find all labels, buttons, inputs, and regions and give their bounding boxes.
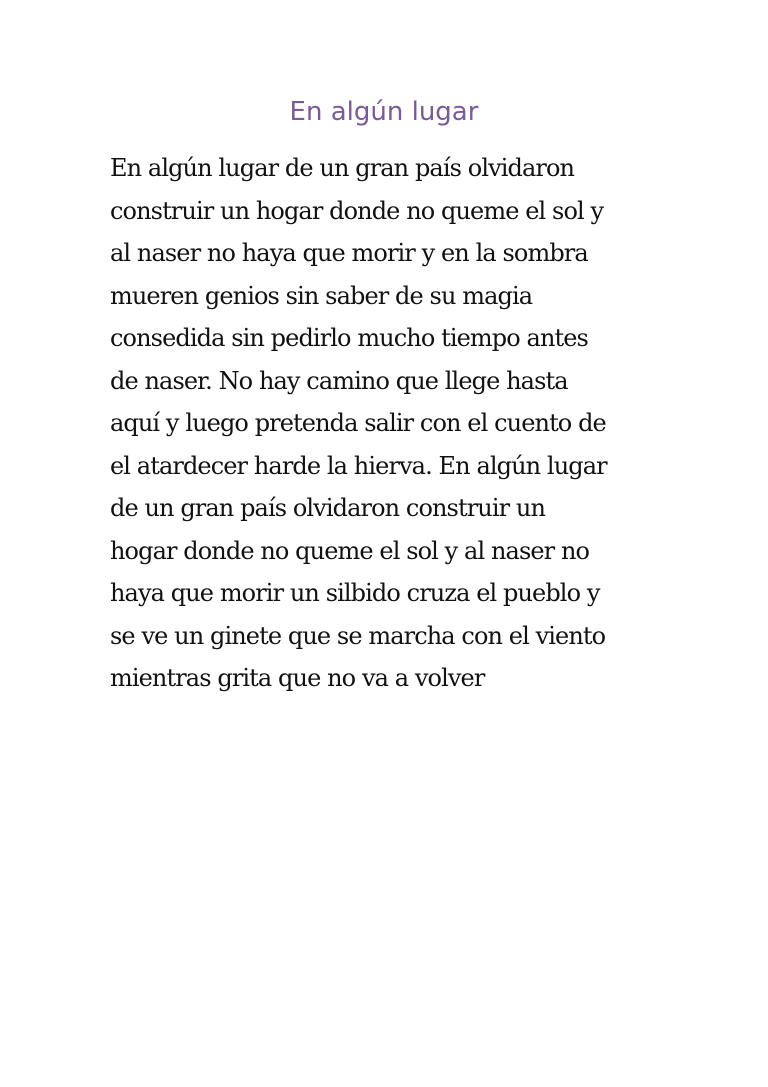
paragraph-line: aquí y luego pretenda salir con el cuento de [110, 409, 606, 437]
paragraph-line: el atardecer harde la hierva. En algún lugar [110, 451, 607, 480]
paragraph-line: se ve un ginete que se marcha con el viento [110, 621, 606, 650]
paragraph-line: hogar donde no queme el sol y al naser no [110, 536, 590, 565]
paragraph-line: En algún lugar de un gran país olvidaron [110, 154, 575, 182]
document-body [110, 147, 670, 700]
paragraph-line: mueren genios sin saber de su magia [110, 281, 533, 310]
paragraph-line: construir un hogar donde no queme el sol y [110, 196, 604, 225]
paragraph-line: mientras grita que no va a volver [110, 664, 485, 692]
paragraph-line: haya que morir un silbido cruza el pueblo y [110, 579, 600, 607]
paragraph-line: de un gran país olvidaron construir un [110, 494, 546, 522]
paragraph-line: consedida sin pedirlo mucho tiempo antes [110, 324, 588, 352]
document-title: En algún lugar [289, 97, 479, 127]
paragraph-line: al naser no haya que morir y en la sombra [110, 239, 588, 267]
paragraph-line: de naser. No hay camino que llege hasta [110, 366, 568, 395]
